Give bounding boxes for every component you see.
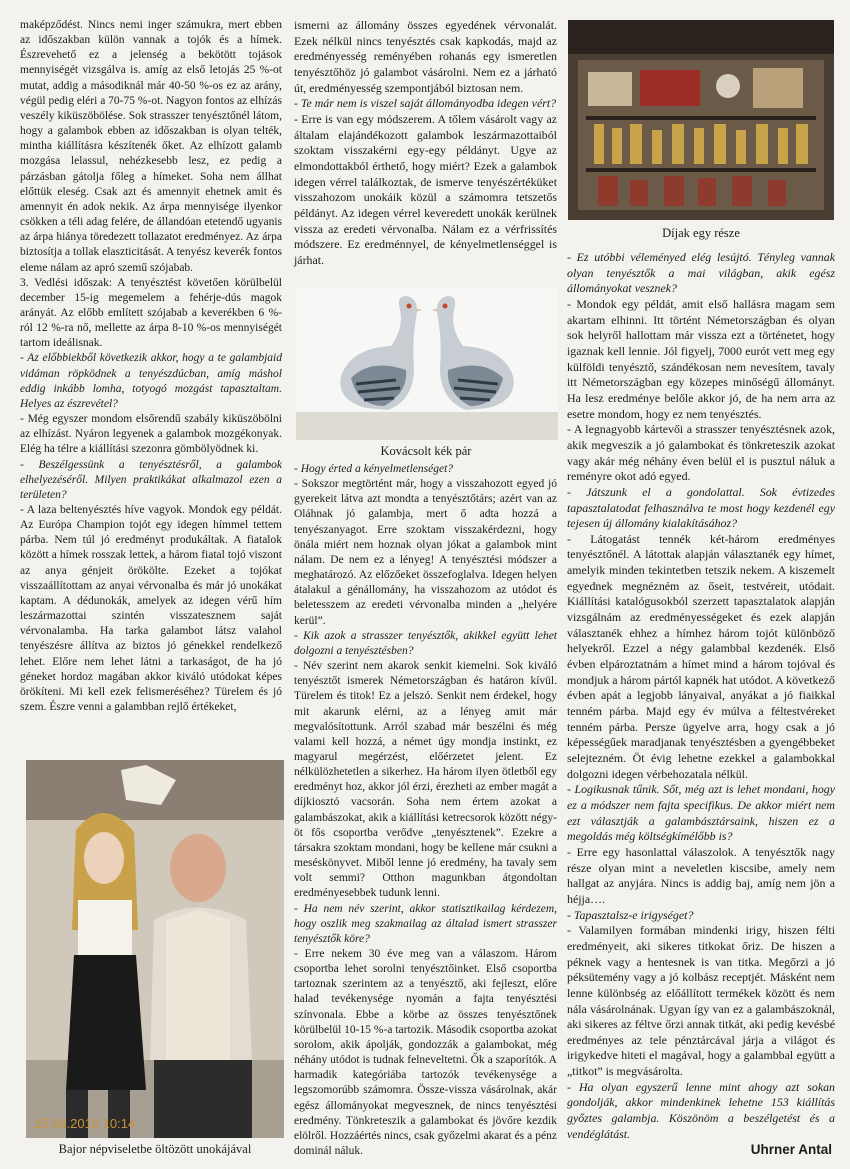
- interview-paragraph: - Sokszor megtörtént már, hogy a visszahozott egyed jó gyerekeit látva azt mondta a tenyésztőtárs; azért van az Oláhnak jó galambja, mert ő adta hozzá a tenyészanyagot. Erre szoktam visszakérdezni, hogy önála miért nem hoznak olyan jókat a galambok mint nálam. De nem ez a lényeg! A tenyésztési módszer a meghatározó. Az előzőeket összefoglalva. Idegen helyen átalakul a génállomány, ha visszahozom az utódot és beletesszem az eredeti vérvonalba minden a „helyére kerül”.: [294, 478, 557, 627]
- photo-date-stamp: 15.06.2010 10:14: [34, 1116, 136, 1131]
- interview-question: - Logikusnak tűnik. Sőt, még azt is lehet mondani, hogy ez a módszer nem fajta specifikus. De akkor miért nem ezt választják a galambásztársaink, hiszen ez a megoldás még költségkímélőbb is?: [567, 782, 835, 844]
- interview-paragraph: maképződést. Nincs nemi inger számukra, mert ebben az időszakban külön vannak a tojók és a hímek. Észrevehető ez a jelenség a bekötött tojások mennyiségét vizsgálva is. amíg az első letojás 25 %-ot mutat, addig a másodiknál már 40-50 %-os ez az arány, végül pedig eléri a 70-75 %-ot. Nagyon fontos az elhízás veszély kiküszöbölése. Sok strasszer tenyésztőnél látom, hogy a galambok ebben az időszakban is olyan telték, mintha kiállításra készítenék őket. Az elhízott galamb mozgása lelassul, nehézkesebb lesz, ez pedig a párzásban gátolja főleg a hímeket. Soha nem állhat előttük eleség. Csak azt és amennyit ehetnek amit és amennyit én adok nekik. Az árpa mennyisége ilyenkor csökken a téli adag felére, de állandóan etetendő ugyanis az árpa hiánya töredezett tollazatot eredményez. Az árpa biztosítja a tollak elaszticitását. A tenyész keverék fontos eleme nálam az apró szemű szójabab.: [20, 19, 282, 274]
- interview-paragraph: - Még egyszer mondom elsőrendű szabály kiküszöbölni az elhízást. Nyáron legyenek a galambok mozgékonyak. Elég ha télre a kiállítási szezonra gömbölyödnek ki.: [20, 413, 282, 456]
- interview-paragraph: 3. Vedlési időszak: A tenyésztést követően körülbelül december 15-ig megemelem a fehérje-dús magok arányát. Az előbb említett szójabab a keverékben 6 %-ról 12 %-ra nő, mellette az árpa 8-10 %-os mennyiségét tartom ideálisnak.: [20, 276, 282, 350]
- interview-paragraph: - A legnagyobb kártevői a strasszer tenyésztésnek azok, akik megveszik a jó galambokat és tönkreteszik azokat vagy akár még néhány éven belül el is pusztul náluk a reményre okot adó egyed.: [567, 422, 835, 484]
- interview-paragraph: ismerni az állomány összes egyedének vérvonalát. Ezek nélkül nincs tenyésztés csak kapkodás, majd az eredményesség reményében rohanás egy ismeretlen tenyésztőhöz jó galambot vásárolni. Nem ez a járható út, eredményesség szempontjából biztosan nem.: [294, 18, 557, 95]
- column-1: [20, 18, 282, 715]
- interview-question: - Ez utóbbi véleményed elég lesújtó. Tényleg vannak olyan tenyésztők a mai világban, akik egész állományokat vesznek?: [567, 250, 835, 296]
- interview-question: - Tapasztalsz-e irigységet?: [567, 907, 694, 922]
- trophies-illustration: [568, 20, 834, 220]
- interview-paragraph: - Látogatást tennék két-három eredményes tenyésztőnél. A látottak alapján választanék egy hímet, amelyik minden tekintetben tetszik nekem. A kiszemelt egyednek megnézném az őseit, testvéreit, utódait. Kiállítási katalógusokból szerzett tapasztalatok alapján vizsgálnám az eredményességeket és ezek alapján választanék ehhez a hímhez három tojót különböző helyekről. Ezzel a négy galambbal kezdenék. Első évben elpároztatnám a hímet mind a három tojóval és mondjuk a három pártól kapnék hat utódot. A következő évben apát a legjobb lányaival, anyákat a jó fiaikkal tenném párba. Majd egy év múlva a féltestvéreket tenném párba. Persze ügyelve arra, hogy csak a jó képességűek maradjanak tenyésztésben a gyengébbeket selejtezném. Öt évig lehetne ezekkel a galambokkal dolgozni idegen vérbehozatala nélkül.: [567, 531, 835, 781]
- column-2-bottom: [294, 462, 557, 1159]
- interview-paragraph: - Erre is van egy módszerem. A tőlem vásárolt vagy az általam elajándékozott galambok leszármazottaiból szoktam visszakérni egy-egy példányt. Ugye az elmondottakból érthető, hogy miért? Ezek a galambok idegen vérrel találkoztak, de ismerve tenyészértéküket visszahozom unokáik közül a számomra tetszetős példányt. Az idegen vérrel keveredett unokák kerülnek vissza az eredeti vérvonalba. Nálam ez a vérfrissítés módszere. Ez eredménnyel, de kényelmetlenséggel is járhat.: [294, 111, 557, 267]
- pigeons-illustration: [296, 288, 558, 440]
- author-signature: Uhrner Antal: [750, 1142, 832, 1157]
- trophies-photo: [568, 20, 834, 220]
- interview-question: - Kik azok a strasszer tenyésztők, akikkel együtt lehet dolgozni a tenyésztésben?: [294, 629, 557, 657]
- column-2-top: [294, 18, 557, 269]
- interview-paragraph: - Erre egy hasonlattal válaszolok. A tenyésztők nagy része olyan mint a neveletlen kiscsibe, amely nem hallgat az anyjára. Nincs is addig baj, amíg nem jön a héjja….: [567, 844, 835, 906]
- trophies-caption: Díjak egy része: [662, 226, 740, 240]
- column-3: [567, 250, 835, 1142]
- interview-question: - Beszélgessünk a tenyésztésről, a galambok elhelyezéséről. Milyen praktikákat alkalmazol ezen a területen?: [20, 458, 282, 501]
- interview-paragraph: - Név szerint nem akarok senkit kiemelni. Sok kiváló tenyésztőt ismerek Németországban és határon kívül. Türelem és titok! Ez a jelszó. Senkit nem érdekel, hogy mit akarunk elérni, az a lényeg amit már megvalósítottunk. Arról szabad már beszélni és még valami kell hozzá, a német úgy mondja instinkt, ez magyarul megérzést, előérzetet jelent. Ez nélkülözhetetlen a sikerhez. Ha három ilyen ötletből egy eredményt hoz, akkor jól érzi, érezheti az ember magát a díjkiosztó vacsorán. Soha nem értem azokat a galambászokat, akik a kiállítási ketrecsorok között négy-öt fős csoportba verődve „tenyésztenek”. Ezekre a társakra szoktam mondani, hogy be kellene már csukni a meséskönyvet. Miből lenne jó eredmény, ha tavaly sem volt semmi? Otthon magunkban átgondoltan eredményesebbek tudunk lenni.: [294, 660, 557, 900]
- portrait-illustration: [26, 760, 284, 1138]
- portrait-caption: Bajor népviseletbe öltözött unokájával: [58, 1142, 252, 1156]
- interview-paragraph: - Mondok egy példát, amit első hallásra magam sem akartam elhinni. Itt történt Németországban és olyan sok helyről hallottam már vissza ezt a történetet, hogy igaznak kell lennie. Jól figyelj, 7000 eurót vett meg egy külföldi tenyésztő, szándékosan nem nevesítem, tavaly itt Németországban egy közepes minőségű állományt. Ha lesz eredménye belőle akkor jó, de ha nem arra az esetre mondom, hogy ez nem tenyésztés.: [567, 296, 835, 421]
- pigeons-caption: Kovácsolt kék pár: [380, 444, 472, 458]
- interview-question: - Ha olyan egyszerű lenne mint ahogy azt sokan gondolják, akkor mindenkinek lehetne 153 kiállítás győztes galambja. Köszönöm a beszélgetést és a vendéglátást.: [567, 1079, 835, 1141]
- portrait-photo: [26, 760, 284, 1138]
- interview-question: - Te már nem is viszel saját állományodba idegen vért?: [294, 96, 557, 111]
- pigeons-photo: [296, 288, 558, 440]
- interview-paragraph: - Erre nekem 30 éve meg van a válaszom. Három csoportba lehet sorolni tenyésztőinket. Első csoportba tartoznak szerintem az a tenyésztő, aki fejleszt, előre halad tevékenysége nyomán a fajta tenyésztési színvonala. Ebbe a körbe az összes tenyésztőnek körülbelül 10-15 %-a tartozik. Második csoportba azokat sorolom, akik ápolják, gondozzák a galambokat, még néhány utódot is tudnak felneveltetni. Ők a szaporítók. A harmadik kategóriába tartozók tevékenysége a legszomorúbb számomra. Össze-vissza vásárolnak, akár egész állományokat megvesznek, de nincs tenyésztési eredmény. Tönkreteszik a galambokat és jövőre kezdik elölről. Hozzáértés nincs, csak győzelmi akarat és a pénz dominál náluk.: [294, 948, 557, 1158]
- interview-paragraph: - Valamilyen formában mindenki irigy, hiszen félti eredményeit, aki sikeres titkokat őriz. De hiszen a péknek vagy a hentesnek is van titka. Megőrzi a jó péksütemény vagy a jó kolbász receptjét. Másként nem lenne különbség az előállított termékek között és nem nála vásárolnának. Ugyan így van ez a galambászoknál, aki sikeres az féltve őrzi annak titkát, aki pedig kevésbé eredményes az tele pénztárcával járja a világot és irigykedve hiteti el magával, hogy a galambbal együtt a „titkot” is megvásárolta.: [567, 923, 835, 1079]
- interview-question: - Játszunk el a gondolattal. Sok évtizedes tapasztalatodat felhasználva te most hogy kezdenél egy tejesen új állomány kialakításához?: [567, 484, 835, 531]
- interview-question: - Ha nem név szerint, akkor statisztikailag kérdezem, hogy oszlik meg szakmailag az általad ismert strasszer tenyésztők köre?: [294, 902, 557, 945]
- interview-question: - Hogy érted a kényelmetlenséget?: [294, 463, 454, 475]
- interview-paragraph: - A laza beltenyésztés híve vagyok. Mondok egy példát. Az Európa Champion tojót egy idegen hímmel tettem párba. Nem túl jó eredményt produkáltak. A fiatalok között a hímek rosszak lettek, a három fiatal tojó viszont az anya génjeit örökölte. Ezeket a tojókat visszaállítottam az anyai vérvonalba és már jó unokákat kaptam. A dédunokák, amelyek az idegen vérű hím leszármazottai szintén visszatesznem saját vérvonalamba. Ha tarka galambot látsz valahol tenyészésre állítva az biztos jó génekkel rendelkező lehet. Előre nem lehet látni a tarkaságot, de ha jó géneket hordoz magában akkor kiváló utódokat képes örökíteni. Mi kell ezek felismeréséhez? Türelem és jó szem. Észre venni a galambban rejlő értékeket,: [20, 504, 282, 714]
- interview-question: - Az előbbiekből következik akkor, hogy a te galambjaid vidáman röpködnek a tenyészdúcban, amíg máshol eddig inkább lomha, totyogó mozgást tapasztaltam. Helyes az észrevétel?: [20, 352, 282, 410]
